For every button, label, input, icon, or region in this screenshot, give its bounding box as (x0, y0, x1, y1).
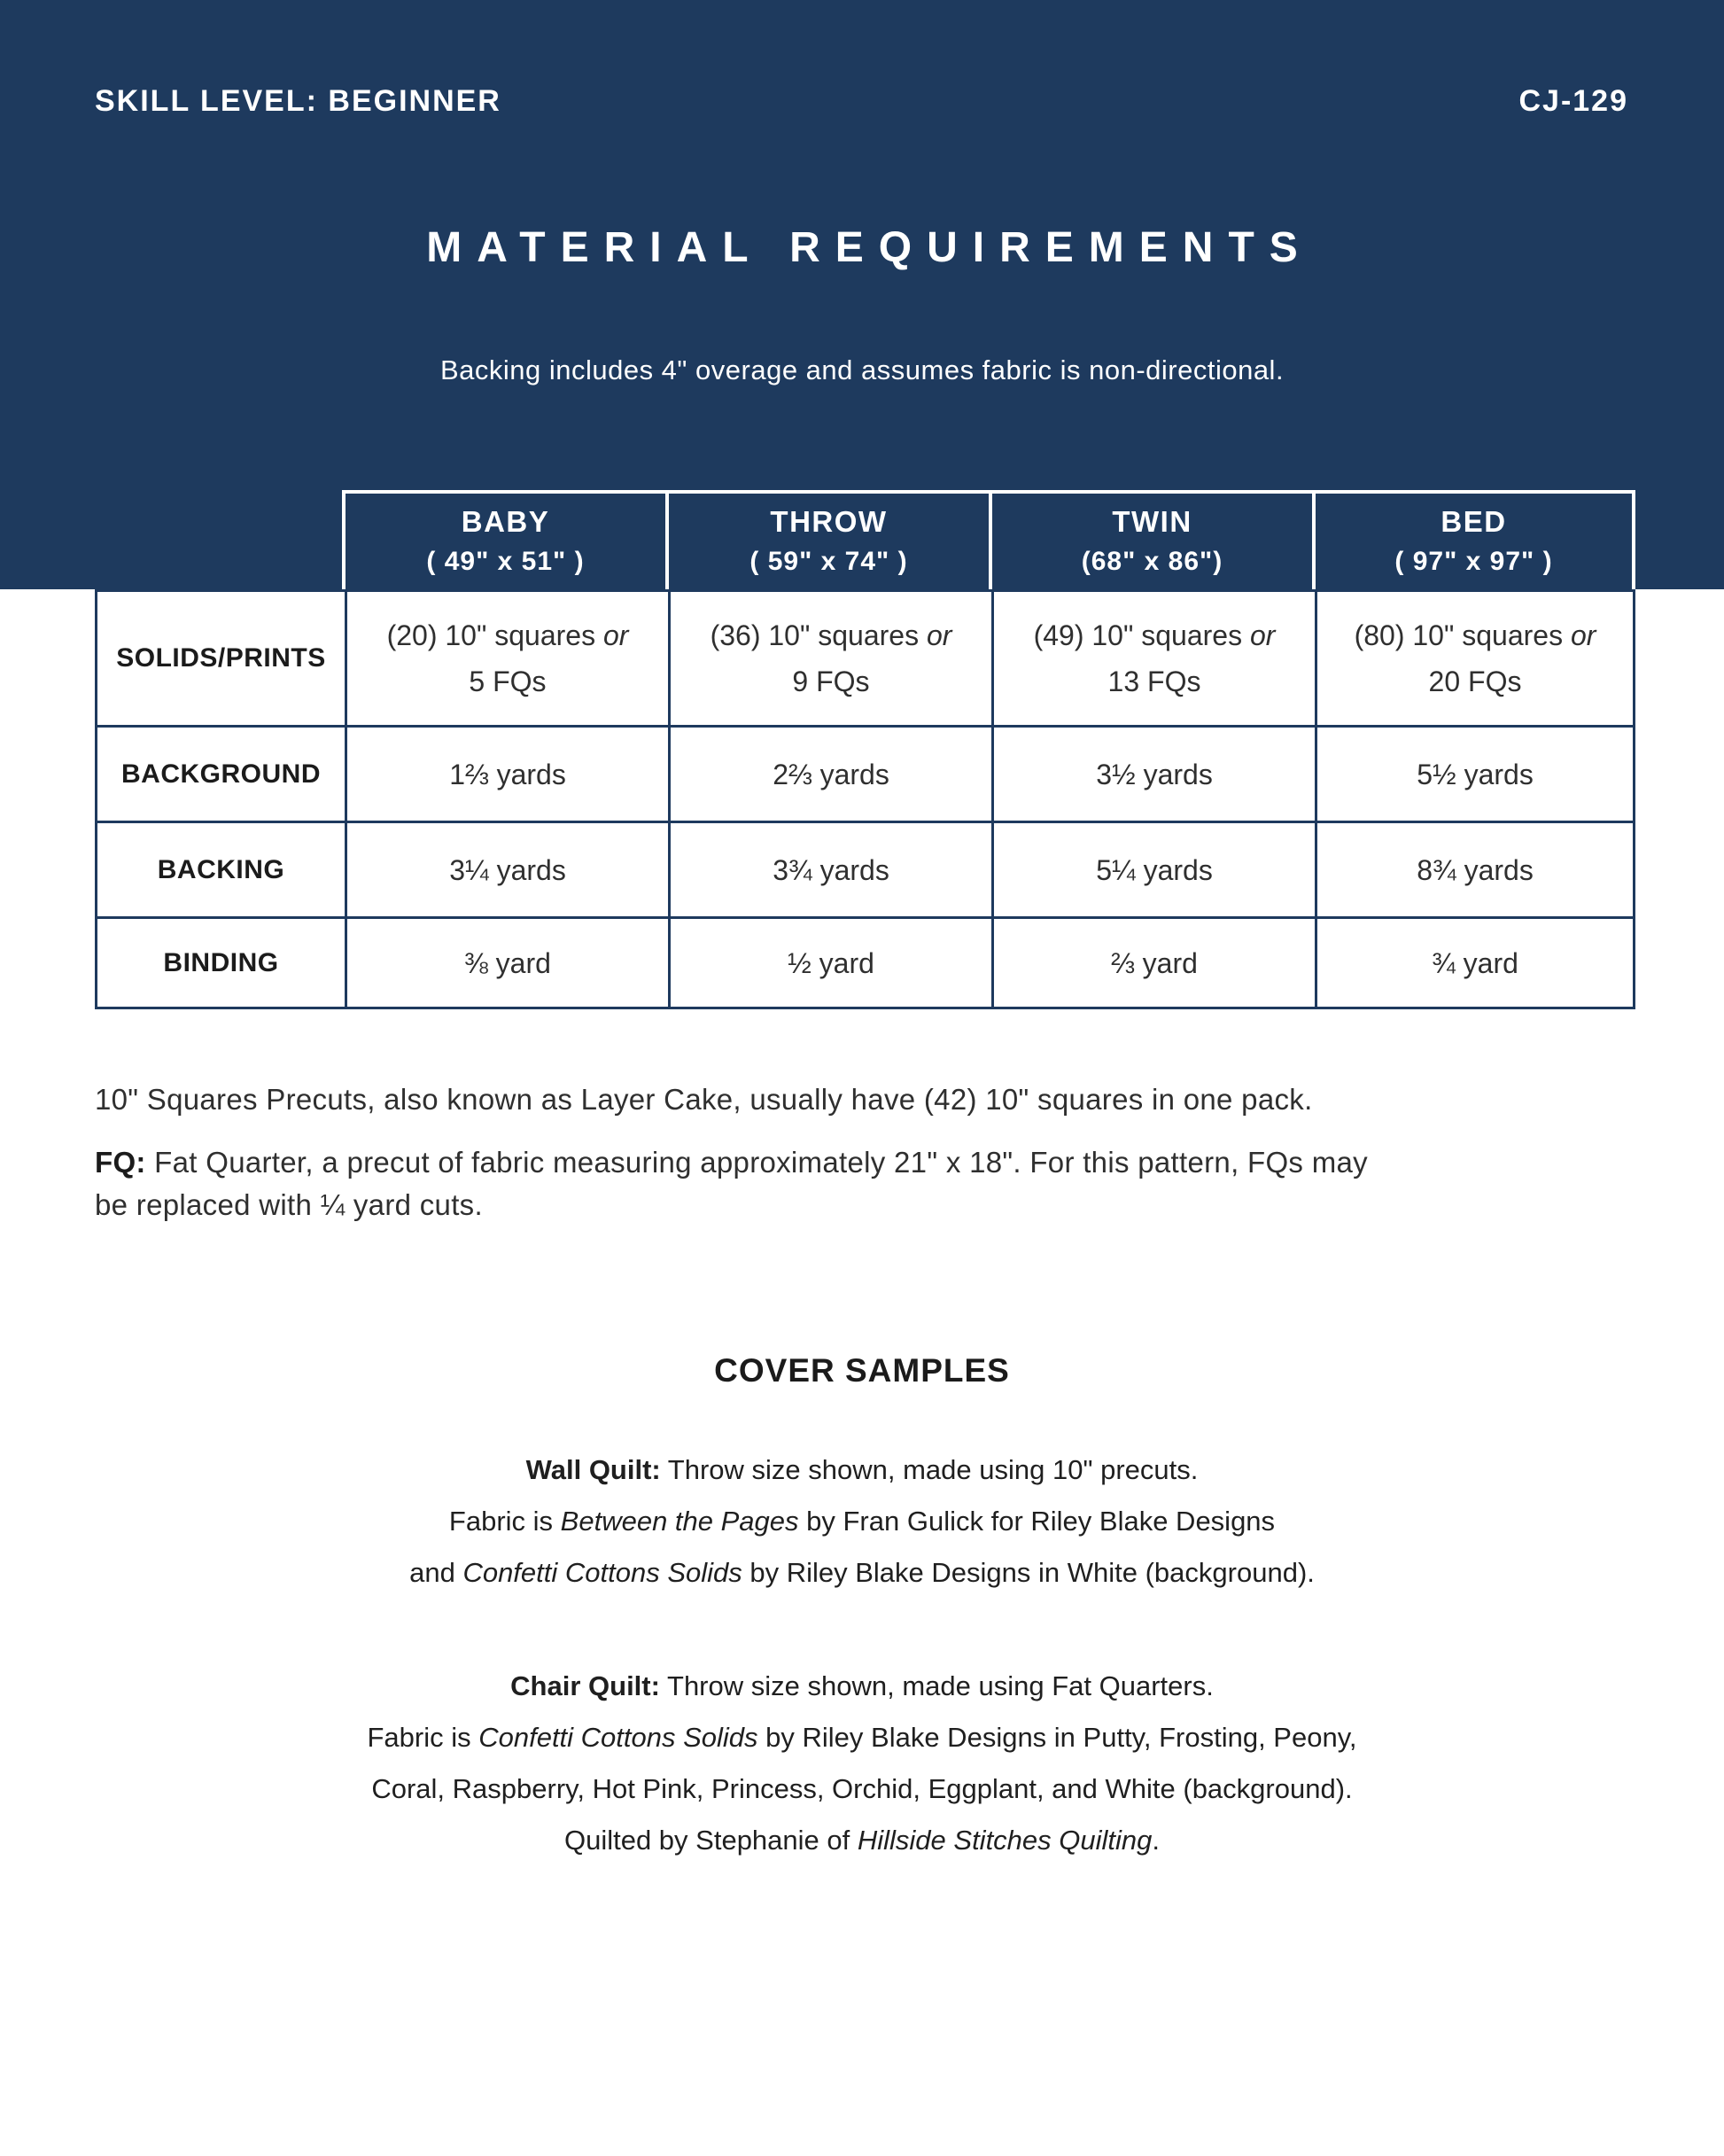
cell-background-twin: 3½ yards (991, 725, 1315, 821)
cell-background-bed: 5½ yards (1315, 725, 1633, 821)
cell-backing-twin: 5¼ yards (991, 821, 1315, 916)
note-layer-cake: 10" Squares Precuts, also known as Layer Cake, usually have (42) 10" squares in one pack. (95, 1083, 1313, 1116)
column-header-bed (1312, 490, 1635, 589)
column-size: ( 97" x 97" ) (1394, 547, 1553, 576)
column-header-twin (989, 490, 1312, 589)
column-header-baby (342, 490, 665, 589)
wall-quilt-line-2: Fabric is Between the Pages by Fran Gulick for Riley Blake Designs (448, 1506, 1276, 1537)
skill-level-label: SKILL LEVEL: BEGINNER (95, 84, 501, 118)
note-fat-quarter: FQ: Fat Quarter, a precut of fabric measuring approximately 21" x 18". For this pattern, FQs may be replaced with ¼ yard cuts. (95, 1146, 1368, 1221)
cell-solids-bed: (80) 10" squares or 20 FQs (1315, 592, 1633, 725)
page-subtitle: Backing includes 4" overage and assumes fabric is non-directional. (439, 354, 1285, 385)
column-name: BED (1441, 505, 1507, 538)
wall-quilt-paragraph (0, 1444, 1724, 1599)
wall-quilt-line-3: and Confetti Cottons Solids by Riley Blake Designs in White (background). (409, 1557, 1315, 1588)
chair-quilt-line-2: Fabric is Confetti Cottons Solids by Riley Blake Designs in Putty, Frosting, Peony, (367, 1722, 1357, 1753)
cell-binding-throw: ½ yard (668, 916, 991, 1007)
cell-binding-baby: ⅜ yard (345, 916, 668, 1007)
row-label-binding: BINDING (97, 916, 345, 1007)
column-size: ( 59" x 74" ) (749, 547, 908, 576)
cell-backing-bed: 8¾ yards (1315, 821, 1633, 916)
cell-solids-baby: (20) 10" squares or 5 FQs (345, 592, 668, 725)
pattern-code: CJ-129 (1518, 84, 1628, 118)
materials-table-header (95, 490, 1635, 589)
column-size: (68" x 86") (1081, 547, 1223, 576)
cell-binding-twin: ⅔ yard (991, 916, 1315, 1007)
chair-quilt-line-4: Quilted by Stephanie of Hillside Stitches Quilting. (563, 1825, 1161, 1856)
column-name: BABY (461, 505, 550, 538)
row-label-background: BACKGROUND (97, 725, 345, 821)
column-name: THROW (770, 505, 888, 538)
cell-binding-bed: ¾ yard (1315, 916, 1633, 1007)
cell-backing-baby: 3¼ yards (345, 821, 668, 916)
materials-table-body (95, 589, 1635, 1009)
cell-solids-throw: (36) 10" squares or 9 FQs (668, 592, 991, 725)
wall-quilt-line-1: Wall Quilt: Throw size shown, made using 10" precuts. (525, 1454, 1199, 1485)
chair-quilt-line-1: Chair Quilt: Throw size shown, made using Fat Quarters. (510, 1670, 1214, 1701)
chair-quilt-line-3: Coral, Raspberry, Hot Pink, Princess, Orchid, Eggplant, and White (background). (371, 1773, 1353, 1804)
chair-quilt-paragraph (0, 1661, 1724, 1866)
cover-samples-heading: COVER SAMPLES (714, 1352, 1010, 1389)
page-title: MATERIAL REQUIREMENTS (426, 224, 1313, 271)
column-header-throw (665, 490, 989, 589)
column-name: TWIN (1112, 505, 1192, 538)
cell-backing-throw: 3¾ yards (668, 821, 991, 916)
cell-background-baby: 1⅔ yards (345, 725, 668, 821)
row-label-solids-prints: SOLIDS/PRINTS (116, 643, 326, 673)
column-size: ( 49" x 51" ) (426, 547, 585, 576)
row-label-backing: BACKING (97, 821, 345, 916)
cell-background-throw: 2⅔ yards (668, 725, 991, 821)
cell-solids-twin: (49) 10" squares or 13 FQs (991, 592, 1315, 725)
header-spacer-cell (95, 490, 342, 589)
fq-label: FQ: (95, 1146, 146, 1179)
